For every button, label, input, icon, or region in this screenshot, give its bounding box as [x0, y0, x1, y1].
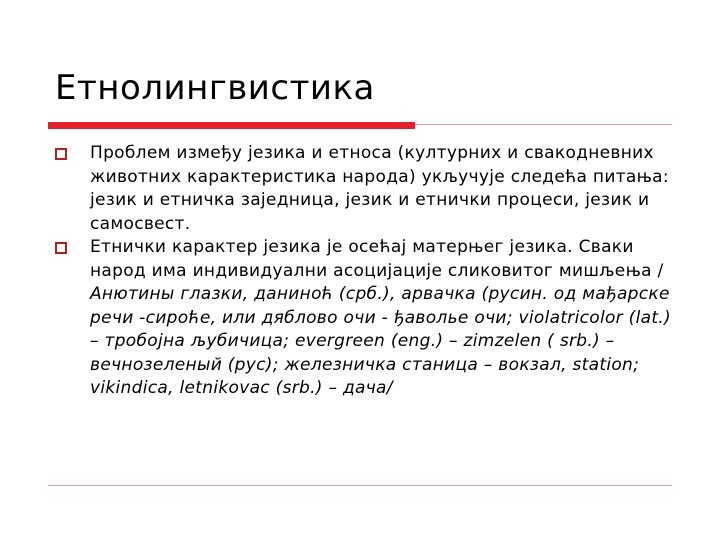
bullet-text-italic: Анютины глазки, даниноћ (срб.), арвачка (русин. од мађарске речи -сироће, или дяблово очи - ђаволье очи; violatricolor (lat.) – тробојна љубичица; evergreen (eng.) – zimzelen ( srb.) – вечнозеленый (рус); железничка станица – вокзал, station; vikindica, letnikovac (srb.) – дача/	[90, 284, 671, 398]
bullet-text: Етнички карактер језика је осећај матерњег језика. Сваки народ има индивидуални асоцијације сликовитог мишљења /	[90, 237, 664, 281]
square-outline-icon	[55, 148, 67, 160]
bullet-item	[52, 236, 680, 401]
bullet-list	[52, 142, 680, 401]
bottom-rule	[48, 485, 672, 486]
bullet-item	[52, 142, 680, 236]
slide-title: Етнолингвистика	[55, 68, 375, 108]
square-outline-icon	[55, 242, 67, 254]
bullet-text: Проблем између језика и етноса (културних и свакодневних животних карактеристика народа) укључује следећа питања: језик и етничка заједница, језик и етнички процеси, језик и самосвест.	[90, 143, 669, 234]
title-accent-bar	[48, 122, 415, 129]
